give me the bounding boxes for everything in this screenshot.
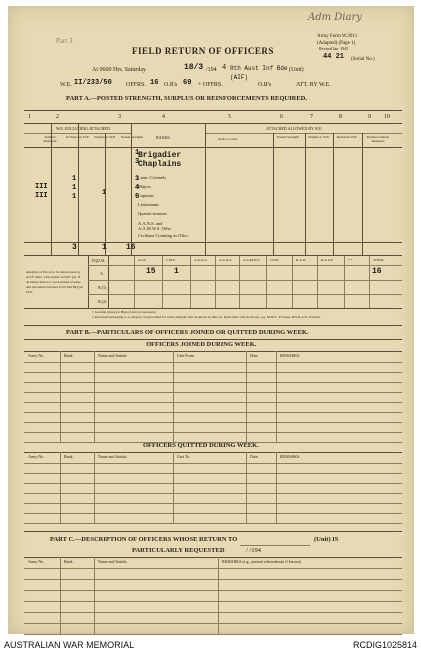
table-rule [24,255,402,256]
table-col-header: REMARKS. [280,454,301,459]
table-row [24,422,402,423]
form-ref-line2: (Adapted) (Page 1) [317,41,356,46]
table-col-header: REMARKS (e.g., present whereabouts if known). [222,559,302,564]
part-c-subtitle: PARTICULARLY REQUESTED [132,547,225,554]
table-rule [24,308,402,309]
form-ref-line1: Army Form W.3011 [317,34,358,39]
table-rule [24,339,402,340]
header-reinf: Reinforcements Required [366,135,390,143]
ranks-hand-1: Brigadier [138,151,182,160]
analysis-col-header: A.A.N.S. [219,258,233,262]
joined-title: OFFICERS JOINED DURING WEEK. [146,341,257,348]
part-c-unit-line [240,545,310,546]
quitted-title: OFFICERS QUITTED DURING WEEK. [143,442,259,449]
analysis-col-header: R.A.N. [296,258,307,262]
offrs-label: OFFRS. [126,82,146,88]
table-col-header: Rank. [64,559,74,564]
column-number-6: 6 [280,114,283,120]
rank-label: Lieut.-Colonels [138,175,167,180]
footer-institution: AUSTRALIAN WAR MEMORIAL [4,640,135,650]
table-col-rule [246,351,247,442]
table-col-rule [218,557,219,634]
table-col-header: Army No. [28,559,45,564]
header-posted: Posted Strength [120,135,144,139]
table-row [24,634,402,635]
col4-hand-4: 4 [135,184,140,192]
analysis-row-b2: B.(2) [98,299,107,304]
we-label: W.E. [60,82,72,88]
table-rule [88,294,402,295]
plus-ors-label: O.R's [258,82,272,88]
table-col-rule [292,256,293,308]
column-number-5: 5 [228,114,231,120]
column-number-2: 2 [56,114,59,120]
header-deficient: Deficient W.E. [336,135,358,139]
year-prefix: /194 [206,67,217,73]
analysis-note: Analysis of Part A to be shown here by A.I.F. units, with entries in W.E. (2). If an instructional or recreational of units and personnel attached from Part B(2) in W.E. [26,270,84,294]
table-row [24,372,402,373]
analysis-col-header: * * [348,258,353,262]
table-row [24,601,402,602]
table-col-rule [94,351,95,442]
table-row [24,392,402,393]
table-col-rule [276,351,277,442]
top-left-mark: Part 3 [56,37,73,45]
table-col-rule [344,256,345,308]
table-col-rule [94,452,95,523]
table-col-rule [246,452,247,523]
rank-label: Majors [138,184,151,189]
analysis-col-header: A.W.A.S. [194,258,208,262]
table-row [24,590,402,591]
rank-label: A.A.M.W.S. Offrs [138,226,172,231]
header-attached: ATTACHED ALLOWED BY W.E. [266,126,323,131]
analysis-col-header: A.A.M.W.S. [243,258,261,262]
col4-hand-2: 3 [135,158,140,166]
table-rule [88,265,402,266]
table-col-header: Unit To. [177,454,191,459]
analysis-col-header: CIVIL [270,258,280,262]
table-rule [24,568,402,569]
part-c-unit-label: (Unit) IS [314,536,339,543]
table-col-rule [173,351,174,442]
table-col-rule [369,256,370,308]
col1-hand-2: III [35,192,48,200]
column-number-9: 9 [368,114,371,120]
unit-value: 8th Aust Inf Bde (AIF) [230,65,288,81]
table-rule [24,123,402,124]
table-row [24,623,402,624]
table-col-rule [60,557,61,634]
footer-identifier: RCDIG1025814 [352,640,417,650]
equal-label: EQUAL [92,258,106,263]
table-rule [205,133,402,134]
table-col-rule [51,123,52,255]
table-col-rule [78,123,79,255]
table-rule [24,325,402,326]
analysis-col-header: C.M.F. [166,258,176,262]
col4-hand-5: 6 [135,193,140,201]
table-col-rule [88,256,89,308]
analysis-row-b1: B.(1) [98,285,107,290]
table-col-rule [94,557,95,634]
table-col-rule [108,256,109,308]
table-col-rule [317,256,318,308]
header-surplus-we: Surplus to W.E. [308,135,330,139]
table-rule [24,110,402,111]
header-ranks: RANKS. [156,135,171,140]
rank-label: Civilians Counting as Offrs. [138,233,189,238]
column-number-10: 10 [384,114,390,120]
form-ref-line3: Revised Jan. 1943 [319,46,349,51]
part-b-title: PART B.—PARTICULARS OF OFFICERS JOINED OR QUITTED DURING WEEK. [66,329,309,336]
table-col-header: Army No. [28,454,45,459]
col4-hand-3: 1 [135,175,140,183]
table-row [24,382,402,383]
analysis-col-header: A.I.F. [138,258,146,262]
total-included: 3 [72,243,77,252]
header-total-req: Total by Required [43,135,57,143]
we-value: II/233/50 [74,79,112,87]
column-number-1: 1 [28,114,31,120]
ors-label: O.R's [164,82,178,88]
table-col-rule [162,256,163,308]
header-included: Included in W.E. [66,135,90,139]
table-row [24,503,402,504]
col1-hand-1: III [35,183,48,191]
table-col-rule [362,133,363,255]
col2-hand-3: 1 [72,193,77,201]
table-row [24,402,402,403]
plus-offrs-label: + OFFRS. [198,82,223,88]
table-col-header: Army No. [28,353,45,358]
table-col-rule [60,452,61,523]
header-arm: Arm or Corps [218,137,238,141]
table-row [24,513,402,514]
table-col-rule [173,452,174,523]
table-row [24,412,402,413]
part-c-title: PART C.—DESCRIPTION OF OFFICERS WHOSE RETURN TO [50,536,238,543]
table-rule [24,452,402,453]
table-col-header: Date. [250,454,259,459]
form-title: FIELD RETURN OF OFFICERS [132,46,274,56]
col4-hand-1: 1 [135,149,140,157]
form-ref-line4: (Serial No.) [351,57,375,62]
att-label: ATT. BY W.E. [296,82,331,88]
analysis-total-value: 16 [372,267,382,276]
analysis-col-header: R.A.A.F. [321,258,334,262]
col2-hand-1: 1 [72,175,77,183]
table-col-header: Rank. [64,454,74,459]
table-col-rule [276,452,277,523]
column-number-8: 8 [339,114,342,120]
table-rule [24,463,402,464]
date-value: 18/3 [184,63,204,72]
table-col-rule [273,133,274,255]
footnote-1: † Asterisk (mark) at Hqrs (Lists) as necessary. [92,310,157,314]
rank-label: Lieutenants [138,202,159,207]
col2-hand-2: 1 [72,184,77,192]
table-col-rule [131,123,132,255]
total-surplus: 1 [102,243,107,252]
table-col-header: Name and Initials. [98,454,128,459]
table-row [24,473,402,474]
table-col-rule [190,256,191,308]
table-rule [24,242,402,243]
table-col-rule [205,123,206,255]
table-col-rule [134,256,135,308]
analysis-cmf-value: 1 [174,267,179,276]
table-rule [88,280,402,281]
analysis-col-header: TOTAL [373,258,385,262]
table-row [24,612,402,613]
analysis-aif-value: 15 [146,267,156,276]
table-rule [24,147,402,148]
part-c-date: / /194 [246,547,261,554]
table-col-header: Unit From. [177,353,195,358]
ranks-hand-2: Chaplains [138,160,182,169]
rank-label: Quarter-masters [138,211,167,216]
table-rule [24,557,402,558]
table-rule [24,531,402,532]
col3-hand-1: 1 [102,189,107,197]
column-number-3: 3 [118,114,121,120]
table-col-header: Date. [250,353,259,358]
total-posted: 16 [126,243,136,252]
analysis-row-a: A. [100,271,104,276]
part-a-title: PART A.—POSTED STRENGTH, SURPLUS OR REINFORCEMENTS REQUIRED. [66,95,307,102]
table-col-rule [239,256,240,308]
corner-handwritten-note: Adm Diary [308,12,362,23]
year-suffix: 4 [222,64,227,72]
table-col-rule [305,133,306,255]
table-col-rule [266,256,267,308]
ors-value: 69 [183,79,192,87]
table-col-header: Name and Initials. [98,353,128,358]
offrs-value: 16 [150,79,159,87]
column-number-4: 4 [162,114,165,120]
table-row [24,523,402,524]
table-col-header: Name and Initials. [98,559,128,564]
table-col-header: Rank. [64,353,74,358]
form-serial-value: 44 21 [323,53,345,61]
at-label: At 0600 Hrs. Saturday [92,67,146,73]
table-row [24,493,402,494]
header-surplus: Surplus to W.E. [94,135,116,139]
rank-label: A.A.N.S. and [138,221,163,226]
archive-footer [0,637,421,653]
table-col-rule [333,133,334,255]
table-rule [24,362,402,363]
rank-label: Captains [138,193,154,198]
unit-label: (Unit) [289,67,304,73]
table-col-header: REMARKS. [280,353,301,358]
table-col-rule [60,351,61,442]
footnote-2: ‡ Personnel belonging to a category not provided for in the analysis will be shown in this col. Particulars will be shown, e.g. M.N.S., Fortress, RN-R.A.N. Fortress. [92,315,321,319]
table-col-rule [215,256,216,308]
header-we-excl: W.E. EXCLUDING ATTACHED. [56,126,111,131]
table-row [24,432,402,433]
table-row [24,483,402,484]
header-posted-strength: Posted Strength [276,135,300,139]
table-row [24,579,402,580]
table-rule [24,351,402,352]
column-number-7: 7 [310,114,313,120]
document-sheet [8,6,414,634]
